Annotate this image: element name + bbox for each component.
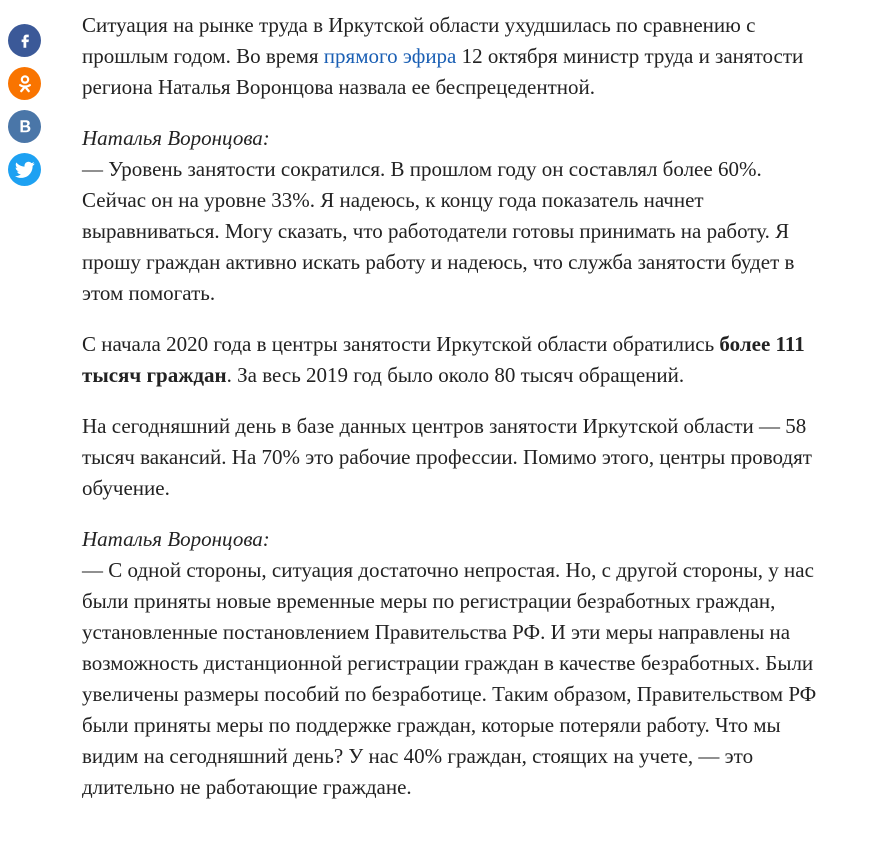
speaker-name: Наталья Воронцова: bbox=[82, 527, 270, 551]
odnoklassniki-share-button[interactable] bbox=[8, 67, 41, 100]
vkontakte-icon bbox=[16, 118, 34, 136]
stats-highlight: более 111 тысяч граждан bbox=[82, 332, 805, 387]
quote-text: — Уровень занятости сократился. В прошлом году он составлял более 60%. Сейчас он на уровне 33%. Я надеюсь, к концу года показатель начнет выравниваться. Могу сказать, что работодатели готовы принимать на работу. Я прошу граждан активно искать работу и надеюсь, что служба занятости будет в этом помогать. bbox=[82, 157, 795, 305]
paragraph-intro bbox=[82, 10, 822, 103]
vacancies-text: На сегодняшний день в базе данных центров занятости Иркутской области — 58 тысяч вакансий. На 70% это рабочие профессии. Помимо этого, центры проводят обучение. bbox=[82, 414, 812, 500]
article-body bbox=[82, 10, 822, 823]
vkontakte-share-button[interactable] bbox=[8, 110, 41, 143]
paragraph-quote-1 bbox=[82, 123, 822, 309]
paragraph-quote-2 bbox=[82, 524, 822, 803]
stats-text-end: . За весь 2019 год было около 80 тысяч обращений. bbox=[226, 363, 685, 387]
facebook-share-button[interactable] bbox=[8, 24, 41, 57]
twitter-icon bbox=[15, 161, 35, 179]
intro-text-start: Ситуация на рынке труда в Иркутской области ухудшилась по сравнению с прошлым годом. Во время bbox=[82, 13, 756, 68]
live-broadcast-link[interactable]: прямого эфира bbox=[323, 44, 457, 68]
share-bar bbox=[8, 24, 42, 196]
odnoklassniki-icon bbox=[16, 74, 34, 94]
paragraph-stats bbox=[82, 329, 822, 391]
speaker-name: Наталья Воронцова: bbox=[82, 126, 270, 150]
paragraph-vacancies bbox=[82, 411, 822, 504]
facebook-icon bbox=[16, 32, 34, 50]
quote-text: — С одной стороны, ситуация достаточно непростая. Но, с другой стороны, у нас были приняты новые временные меры по регистрации безработных граждан, установленные постановлением Правительства РФ. И эти меры направлены на возможность дистанционной регистрации граждан в качестве безработных. Были увеличены размеры пособий по безработице. Таким образом, Правительством РФ были приняты меры по поддержке граждан, которые потеряли работу. Что мы видим на сегодняшний день? У нас 40% граждан, стоящих на учете, — это длительно не работающие граждане. bbox=[82, 558, 817, 799]
intro-text-end: 12 октября министр труда и занятости региона Наталья Воронцова назвала ее беспрецедентной. bbox=[82, 44, 804, 99]
twitter-share-button[interactable] bbox=[8, 153, 41, 186]
stats-text-start: С начала 2020 года в центры занятости Иркутской области обратились bbox=[82, 332, 720, 356]
